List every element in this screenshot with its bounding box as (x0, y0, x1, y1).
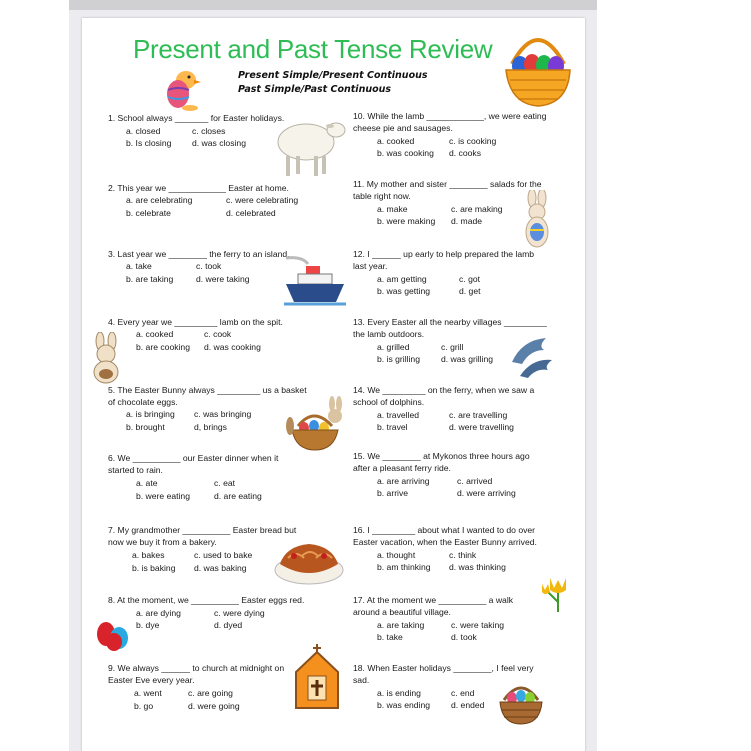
subtitle-present: Present Simple/Present Continuous (238, 70, 428, 81)
option-d: d. were travelling (449, 422, 514, 432)
tulips-icon (540, 572, 576, 614)
option-a: a. make (377, 204, 408, 214)
question-stem: 13. Every Easter all the nearby villages _________ (353, 317, 547, 327)
question-6 (108, 452, 279, 501)
option-c: c. got (459, 274, 481, 284)
option-c: c. were dying (214, 608, 265, 618)
option-d: d, brings (194, 422, 227, 432)
question-4 (108, 316, 283, 352)
question-stem: 6. We __________ our Easter dinner when it (108, 453, 279, 463)
question-stem: 5. The Easter Bunny always _________ us a basket (108, 385, 307, 395)
question-stem: 17. At the moment we __________ a walk (353, 595, 514, 605)
red-eggs-icon (94, 618, 134, 652)
option-a: a. are arriving (377, 476, 430, 486)
option-d: d. get (459, 286, 481, 296)
question-8 (108, 594, 305, 630)
option-a: a. cooked (377, 136, 415, 146)
small-egg-basket-icon (496, 676, 546, 726)
option-d: d. celebrated (226, 208, 276, 218)
option-c: c. are making (451, 204, 503, 214)
question-stem: 9. We always ______ to church at midnight on (108, 663, 285, 673)
dolphins-icon (508, 332, 554, 380)
option-d: d. were arriving (457, 488, 516, 498)
option-a: a. are taking (377, 620, 425, 630)
option-b: b. were eating (136, 491, 190, 501)
question-stem-line2: sad. (353, 675, 370, 685)
egg-basket-icon (502, 24, 574, 110)
basket-bunny-icon (284, 396, 346, 452)
option-c: c. eat (214, 478, 236, 488)
option-b: b. is baking (132, 563, 176, 573)
question-12 (353, 248, 535, 296)
option-d: d. were taking (196, 274, 250, 284)
question-stem-line2: around a beautiful village. (353, 607, 451, 617)
option-a: a. closed (126, 126, 161, 136)
option-d: d. dyed (214, 620, 243, 630)
option-c: c. arrived (457, 476, 493, 486)
option-d: d. ended (451, 700, 485, 710)
option-b: b. are cooking (136, 342, 190, 352)
bunny-with-egg-icon (520, 190, 554, 252)
question-17 (353, 594, 514, 642)
question-stem-line2: Easter vacation, when the Easter Bunny arrived. (353, 537, 537, 547)
option-a: a. thought (377, 550, 416, 560)
option-d: d. was grilling (441, 354, 494, 364)
question-15 (353, 450, 530, 498)
question-16 (353, 524, 537, 572)
question-9 (108, 662, 285, 711)
option-a: a. grilled (377, 342, 410, 352)
option-a: a. are celebrating (126, 195, 193, 205)
bunny-icon (88, 332, 124, 384)
question-stem: 2. This year we ____________ Easter at home. (108, 183, 289, 193)
question-stem: 4. Every year we _________ lamb on the spit. (108, 317, 283, 327)
question-stem: 11. My mother and sister ________ salads for the (353, 179, 542, 189)
question-stem-line2: started to rain. (108, 465, 163, 475)
question-stem-line2: school of dolphins. (353, 397, 425, 407)
question-stem-line2: table right now. (353, 191, 411, 201)
option-c: c. took (196, 261, 222, 271)
question-stem-line2: cheese pie and sausages. (353, 123, 453, 133)
question-5 (108, 384, 307, 432)
question-stem: 3. Last year we ________ the ferry to an island. (108, 249, 290, 259)
option-d: d. cooks (449, 148, 482, 158)
option-d: d. made (451, 216, 483, 226)
question-stem: 18. When Easter holidays ________, I feel very (353, 663, 534, 673)
subtitle-past: Past Simple/Past Continuous (238, 84, 392, 95)
question-1 (108, 112, 285, 148)
option-b: b. arrive (377, 488, 409, 498)
question-11 (353, 178, 542, 226)
easter-egg-chick-icon (160, 66, 204, 112)
option-b: b. were making (377, 216, 436, 226)
option-c: c. are going (188, 688, 233, 698)
option-a: a. ate (136, 478, 158, 488)
top-bar (69, 0, 597, 10)
option-c: c. end (451, 688, 475, 698)
page-title: Present and Past Tense Review (133, 34, 493, 64)
question-2 (108, 182, 299, 218)
option-c: c. is cooking (449, 136, 497, 146)
option-c: c. were celebrating (226, 195, 299, 205)
option-c: c. are travelling (449, 410, 508, 420)
option-b: b. Is closing (126, 138, 172, 148)
question-stem-line2: now we buy it from a bakery. (108, 537, 217, 547)
question-stem: 12. I ______ up early to help prepared the lamb (353, 249, 535, 259)
option-c: c. grill (441, 342, 464, 352)
question-stem-line2: Easter Eve every year. (108, 675, 195, 685)
option-d: d. was thinking (449, 562, 506, 572)
church-icon (292, 642, 342, 710)
option-a: a. are dying (136, 608, 181, 618)
question-10 (353, 110, 547, 158)
question-14 (353, 384, 535, 432)
question-stem: 8. At the moment, we __________ Easter eggs red. (108, 595, 305, 605)
option-b: b. was ending (377, 700, 431, 710)
option-d: d. was closing (192, 138, 246, 148)
option-c: c. used to bake (194, 550, 253, 560)
option-a: a. is bringing (126, 409, 175, 419)
option-b: b. am thinking (377, 562, 431, 572)
question-stem: 14. We _________ on the ferry, when we saw a (353, 385, 535, 395)
question-stem-line2: of chocolate eggs. (108, 397, 178, 407)
option-a: a. am getting (377, 274, 427, 284)
option-d: d. took (451, 632, 477, 642)
option-a: a. cooked (136, 329, 174, 339)
option-c: c. cook (204, 329, 232, 339)
option-d: d. were going (188, 701, 240, 711)
option-b: b. are taking (126, 274, 174, 284)
option-b: b. brought (126, 422, 165, 432)
ferry-icon (282, 252, 348, 308)
easter-bread-icon (272, 532, 346, 588)
option-b: b. go (134, 701, 154, 711)
option-d: d. was baking (194, 563, 247, 573)
question-7 (108, 524, 297, 573)
option-b: b. is grilling (377, 354, 420, 364)
question-stem: 10. While the lamb ____________, we were eating (353, 111, 547, 121)
question-stem: 16. I _________ about what I wanted to do over (353, 525, 536, 535)
question-stem: 15. We ________ at Mykonos three hours ago (353, 451, 530, 461)
option-b: b. take (377, 632, 403, 642)
option-c: c. was bringing (194, 409, 252, 419)
option-c: c. were taking (451, 620, 505, 630)
option-a: a. went (134, 688, 162, 698)
option-b: b. was getting (377, 286, 431, 296)
question-stem-line2: the lamb outdoors. (353, 329, 425, 339)
question-stem-line2: last year. (353, 261, 388, 271)
question-stem: 1. School always _______ for Easter holidays. (108, 113, 285, 123)
option-a: a. travelled (377, 410, 420, 420)
lamb-icon (272, 112, 350, 180)
question-stem: 7. My grandmother __________ Easter bread but (108, 525, 297, 535)
question-3 (108, 248, 290, 284)
option-b: b. dye (136, 620, 160, 630)
option-b: b. travel (377, 422, 408, 432)
question-stem-line2: after a pleasant ferry ride. (353, 463, 451, 473)
option-c: c. closes (192, 126, 226, 136)
option-d: d. was cooking (204, 342, 261, 352)
option-a: a. bakes (132, 550, 165, 560)
option-b: b. celebrate (126, 208, 171, 218)
option-a: a. is ending (377, 688, 421, 698)
option-d: d. are eating (214, 491, 262, 501)
option-c: c. think (449, 550, 477, 560)
option-a: a. take (126, 261, 152, 271)
option-b: b. was cooking (377, 148, 434, 158)
